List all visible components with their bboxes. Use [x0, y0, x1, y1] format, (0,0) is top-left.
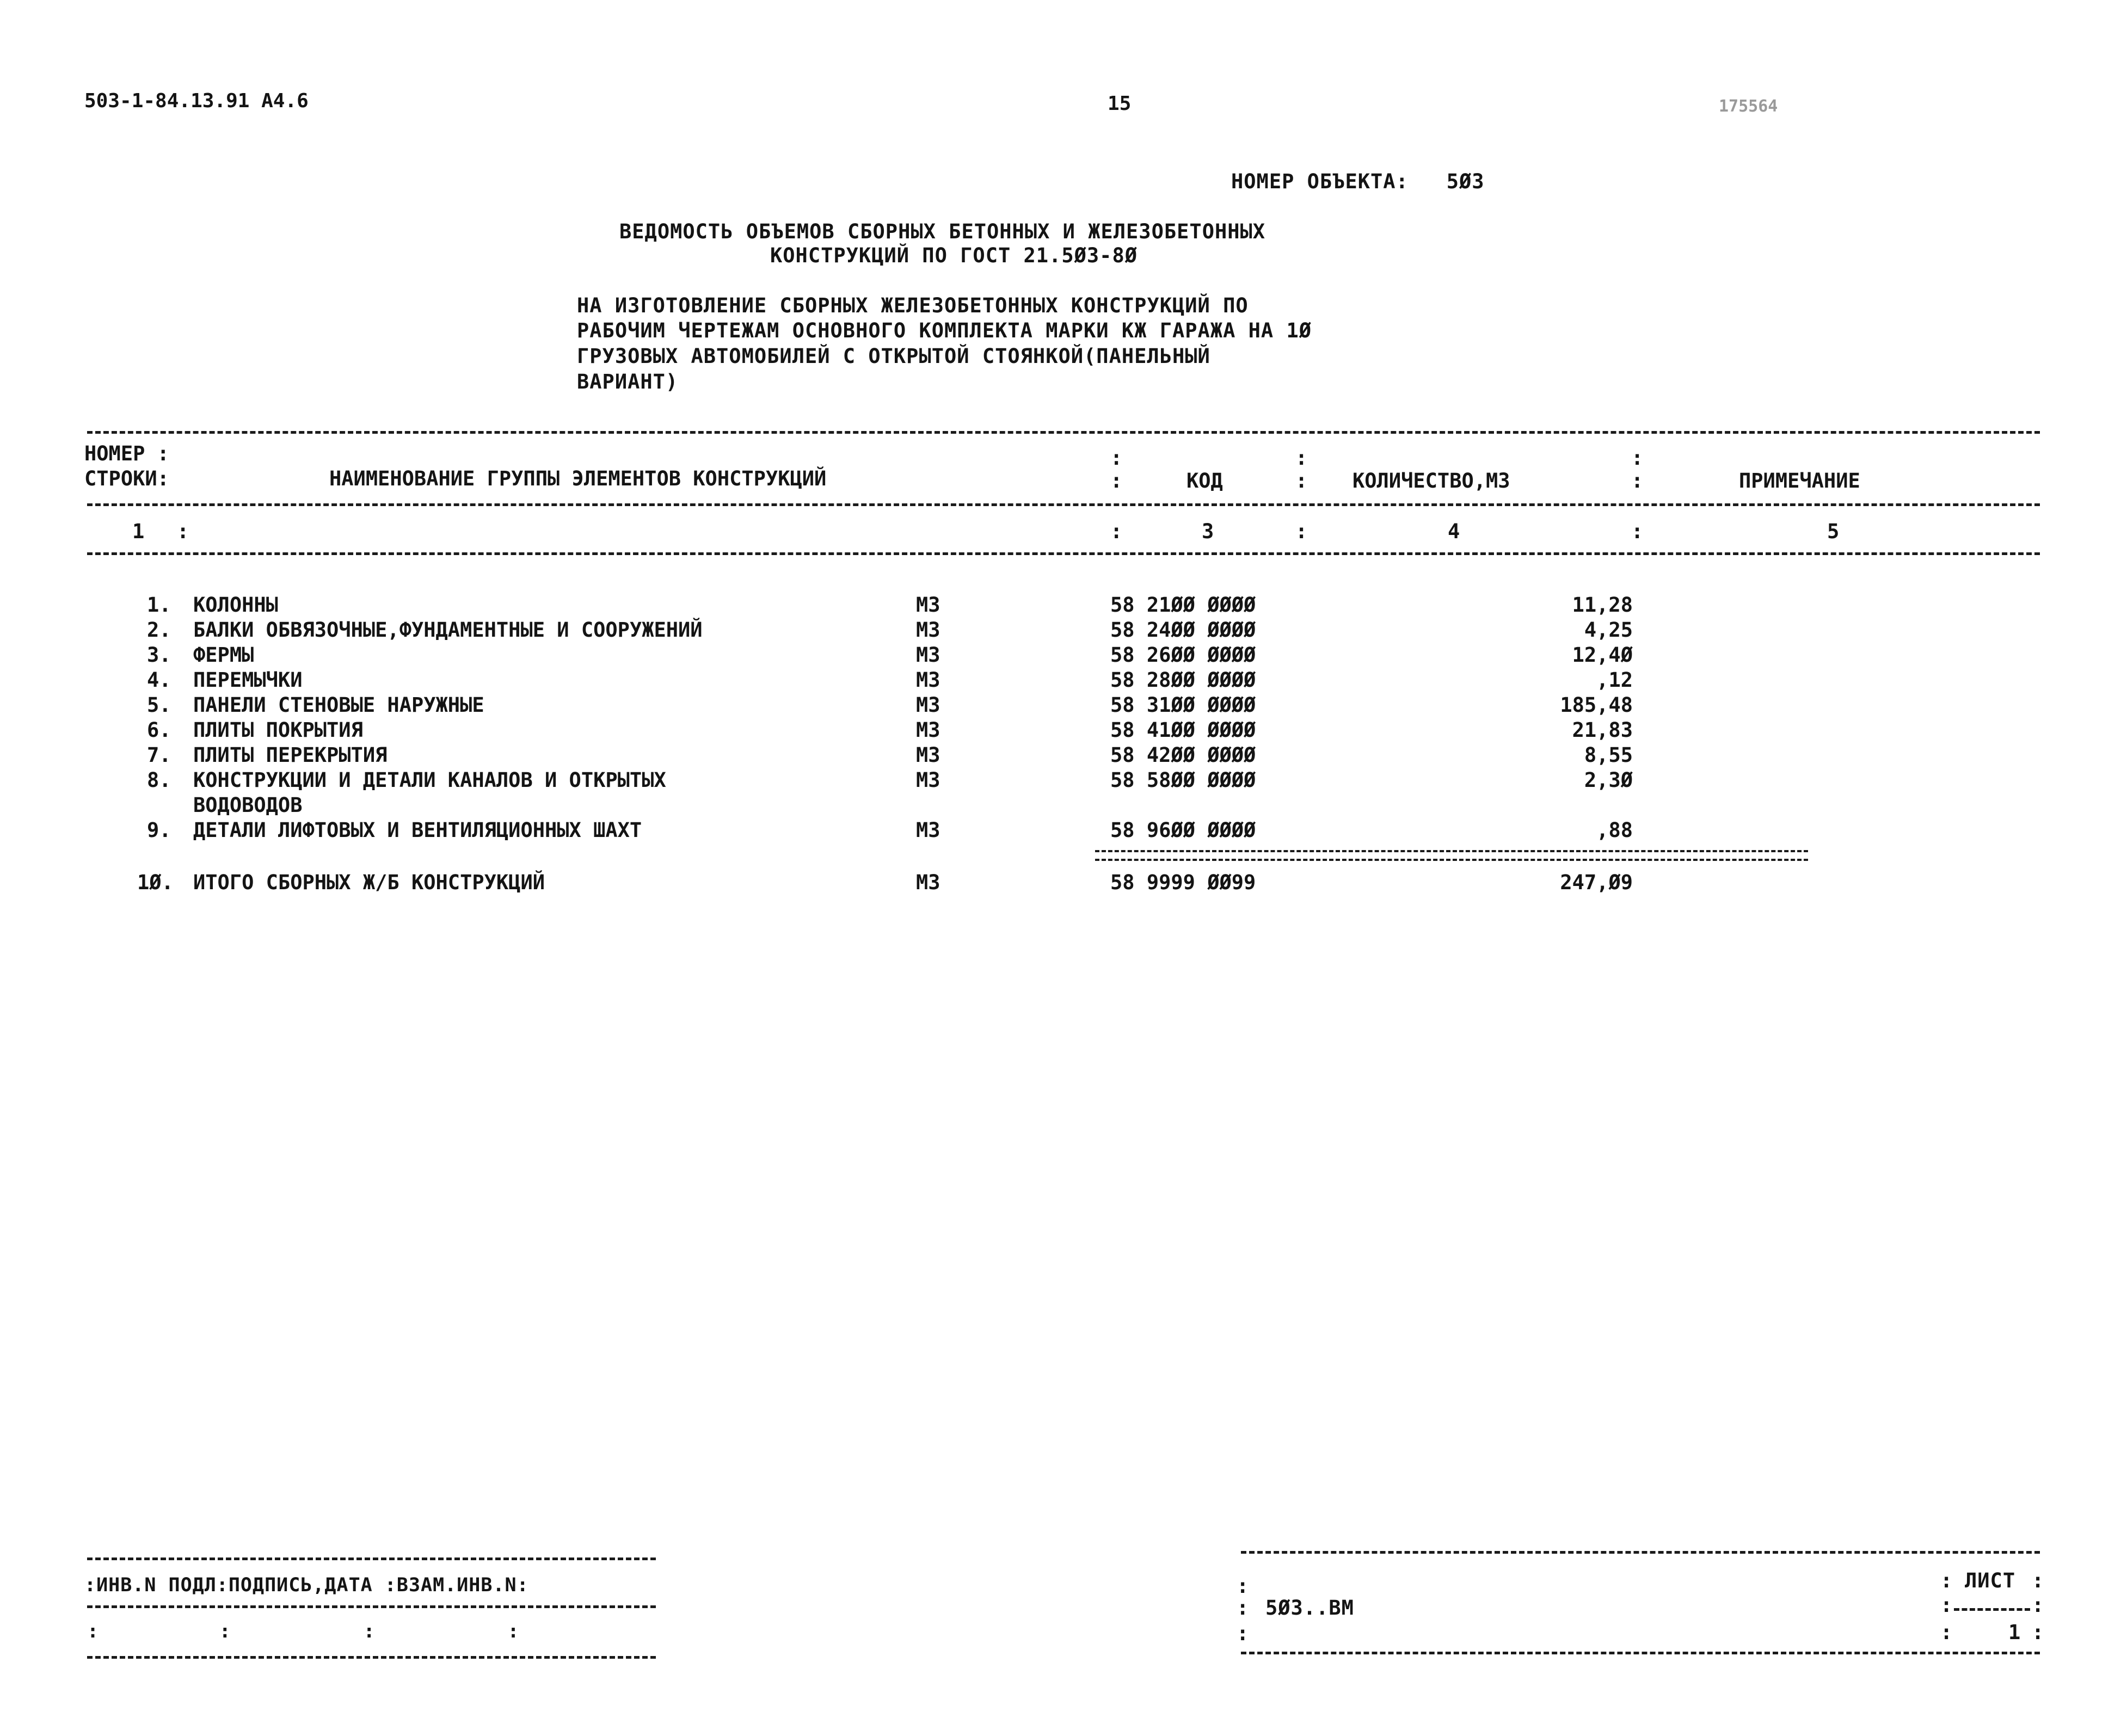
description-line4: ВАРИАНТ) — [577, 370, 679, 393]
column-number-1: 1 — [132, 520, 145, 543]
total-unit: М3 — [916, 871, 940, 894]
statement-title-line2: КОНСТРУКЦИЙ ПО ГОСТ 21.5Ø3-8Ø — [770, 244, 1138, 267]
total-number: 1Ø. — [137, 871, 174, 894]
row-code: 58 28ØØ ØØØØ — [1110, 668, 1256, 692]
stamp-separator: : — [1237, 1622, 1250, 1645]
row-name: ПЕРЕМЫЧКИ — [193, 668, 303, 692]
row-unit: М3 — [916, 743, 940, 767]
header-separator: : — [1631, 446, 1644, 470]
row-code: 58 26ØØ ØØØØ — [1110, 643, 1256, 667]
row-quantity: 12,4Ø — [1572, 643, 1633, 667]
stamp-separator: : — [1237, 1574, 1250, 1598]
table-row — [0, 618, 2121, 643]
row-code: 58 24ØØ ØØØØ — [1110, 618, 1256, 642]
description-line2: РАБОЧИМ ЧЕРТЕЖАМ ОСНОВНОГО КОМПЛЕКТА МАРКИ КЖ ГАРАЖА НА 1Ø — [577, 319, 1312, 342]
table-row — [0, 668, 2121, 693]
total-name: ИТОГО СБОРНЫХ Ж/Б КОНСТРУКЦИЙ — [193, 871, 545, 894]
header-separator: : — [1295, 469, 1308, 493]
header-number-line2: СТРОКИ: — [84, 467, 169, 490]
column-separator: : — [1631, 520, 1644, 543]
stamp-separator: : — [1237, 1596, 1250, 1620]
table-row — [0, 693, 2121, 718]
stamp-left-mid-rule — [87, 1605, 656, 1608]
header-name: НАИМЕНОВАНИЕ ГРУППЫ ЭЛЕМЕНТОВ КОНСТРУКЦИЙ — [329, 467, 827, 490]
row-name-continuation: ВОДОВОДОВ — [193, 793, 303, 817]
column-number-5: 5 — [1827, 520, 1840, 543]
header-note: ПРИМЕЧАНИЕ — [1739, 469, 1860, 493]
row-number: 9. — [147, 818, 171, 842]
sheet-cell-rule — [1954, 1608, 2030, 1611]
table-row — [0, 818, 2121, 844]
row-unit: М3 — [916, 718, 940, 742]
object-number: НОМЕР ОБЪЕКТА: 5Ø3 — [1231, 170, 1485, 193]
description-line3: ГРУЗОВЫХ АВТОМОБИЛЕЙ С ОТКРЫТОЙ СТОЯНКОЙ(ПАНЕЛЬНЫЙ — [577, 344, 1210, 368]
column-separator: : — [1295, 520, 1308, 543]
row-quantity: 2,3Ø — [1584, 768, 1633, 792]
row-name: ПАНЕЛИ СТЕНОВЫЕ НАРУЖНЫЕ — [193, 693, 484, 717]
row-unit: М3 — [916, 693, 940, 717]
page-number: 15 — [1108, 93, 1132, 115]
row-unit: М3 — [916, 668, 940, 692]
row-quantity: 4,25 — [1584, 618, 1633, 642]
header-separator: : — [1631, 469, 1644, 493]
row-name: КОЛОННЫ — [193, 593, 278, 617]
row-code: 58 41ØØ ØØØØ — [1110, 718, 1256, 742]
stamp-left-bottom-rule — [87, 1656, 656, 1659]
row-quantity: 8,55 — [1584, 743, 1633, 767]
statement-title-line1: ВЕДОМОСТЬ ОБЪЕМОВ СБОРНЫХ БЕТОННЫХ И ЖЕЛЕЗОБЕТОННЫХ — [619, 220, 1266, 243]
row-unit: М3 — [916, 818, 940, 842]
row-quantity: 21,83 — [1572, 718, 1633, 742]
row-name: БАЛКИ ОБВЯЗОЧНЫЕ,ФУНДАМЕНТНЫЕ И СООРУЖЕНИЙ — [193, 618, 703, 642]
row-code: 58 42ØØ ØØØØ — [1110, 743, 1256, 767]
stamp-left-labels: :ИНВ.N ПОДЛ:ПОДПИСЬ,ДАТА :ВЗАМ.ИНВ.N: — [84, 1574, 529, 1596]
archive-stamp-number: 175564 — [1719, 97, 1778, 116]
total-double-rule — [1095, 850, 1808, 861]
header-quantity: КОЛИЧЕСТВО,М3 — [1352, 469, 1510, 493]
row-code: 58 58ØØ ØØØØ — [1110, 768, 1256, 792]
row-unit: М3 — [916, 643, 940, 667]
row-number: 5. — [147, 693, 171, 717]
row-code: 58 31ØØ ØØØØ — [1110, 693, 1256, 717]
row-quantity: 11,28 — [1572, 593, 1633, 617]
table-row — [0, 743, 2121, 768]
sheet-separator: : — [2032, 1569, 2045, 1592]
document-code: 503-1-84.13.91 А4.6 — [84, 90, 309, 112]
sheet-separator: : — [1940, 1593, 1953, 1617]
row-quantity: 185,48 — [1560, 693, 1633, 717]
table-total-row — [0, 871, 2121, 896]
header-separator: : — [1110, 446, 1123, 470]
table-top-rule — [87, 431, 2040, 434]
description-line1: НА ИЗГОТОВЛЕНИЕ СБОРНЫХ ЖЕЛЕЗОБЕТОННЫХ КОНСТРУКЦИЙ ПО — [577, 294, 1249, 317]
table-row — [0, 643, 2121, 668]
row-code: 58 96ØØ ØØØØ — [1110, 818, 1256, 842]
row-number: 2. — [147, 618, 171, 642]
row-name: ПЛИТЫ ПОКРЫТИЯ — [193, 718, 363, 742]
row-number: 4. — [147, 668, 171, 692]
table-row — [0, 718, 2121, 743]
header-separator: : — [1110, 469, 1123, 493]
total-quantity: 247,Ø9 — [1560, 871, 1633, 894]
row-name: ФЕРМЫ — [193, 643, 254, 667]
row-name: ДЕТАЛИ ЛИФТОВЫХ И ВЕНТИЛЯЦИОННЫХ ШАХТ — [193, 818, 642, 842]
header-separator: : — [1295, 446, 1308, 470]
sheet-separator: : — [2032, 1621, 2045, 1644]
header-rule — [87, 503, 2040, 506]
header-code: КОД — [1186, 469, 1223, 493]
sheet-separator: : — [1940, 1569, 1953, 1592]
total-code: 58 9999 ØØ99 — [1110, 871, 1256, 894]
row-name: ПЛИТЫ ПЕРЕКРЫТИЯ — [193, 743, 388, 767]
stamp-left-top-rule — [87, 1558, 656, 1560]
column-number-4: 4 — [1448, 520, 1460, 543]
row-number: 6. — [147, 718, 171, 742]
row-unit: М3 — [916, 593, 940, 617]
column-separator: : — [177, 520, 189, 543]
row-number: 1. — [147, 593, 171, 617]
column-number-rule — [87, 552, 2040, 555]
row-unit: М3 — [916, 618, 940, 642]
sheet-number: 1 — [2008, 1621, 2021, 1644]
column-number-3: 3 — [1202, 520, 1214, 543]
row-quantity: ,12 — [1596, 668, 1633, 692]
row-unit: М3 — [916, 768, 940, 792]
sheet-separator: : — [2032, 1593, 2045, 1617]
row-quantity: ,88 — [1596, 818, 1633, 842]
document-reference: 5Ø3..ВМ — [1265, 1596, 1354, 1620]
column-separator: : — [1110, 520, 1123, 543]
sheet-label: ЛИСТ — [1965, 1569, 2016, 1592]
row-number: 8. — [147, 768, 171, 792]
row-number: 7. — [147, 743, 171, 767]
row-number: 3. — [147, 643, 171, 667]
stamp-right-bottom-rule — [1241, 1652, 2040, 1654]
stamp-right-top-rule — [1241, 1551, 2040, 1554]
row-name: КОНСТРУКЦИИ И ДЕТАЛИ КАНАЛОВ И ОТКРЫТЫХ — [193, 768, 666, 792]
row-code: 58 21ØØ ØØØØ — [1110, 593, 1256, 617]
table-row — [0, 593, 2121, 618]
stamp-left-cells: : : : : — [87, 1621, 520, 1642]
header-number-line1: НОМЕР : — [84, 442, 169, 465]
table-row-continuation — [0, 793, 2121, 818]
sheet-separator: : — [1940, 1621, 1953, 1644]
table-row — [0, 768, 2121, 793]
